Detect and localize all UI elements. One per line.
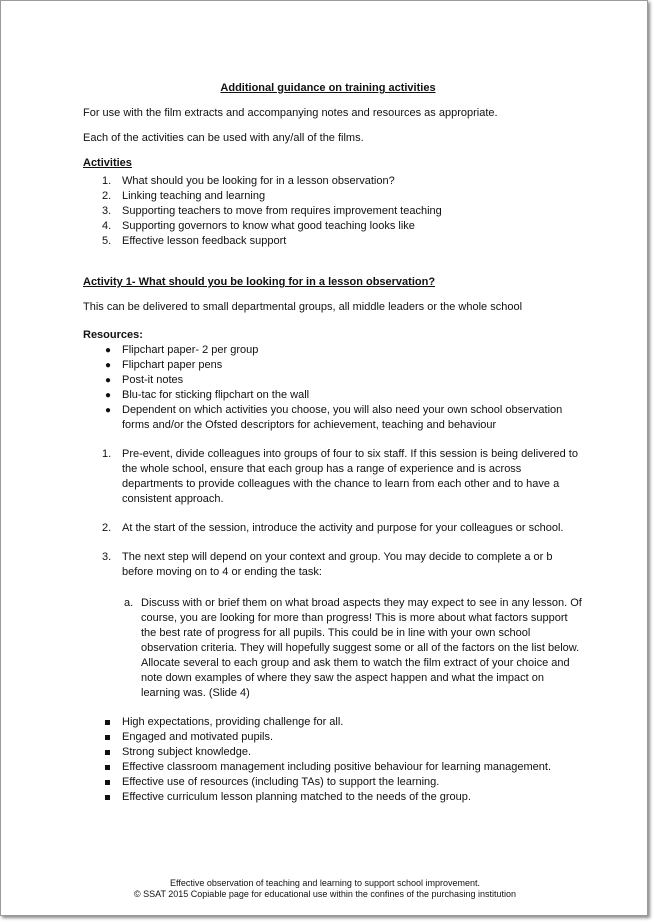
list-item [83,373,583,388]
item-text: Flipchart paper pens [122,359,223,371]
activities-list [83,174,583,249]
item-number: 2. [102,522,112,534]
item-text: Pre-event, divide colleagues into groups of four to six staff. If this session is being delivered to the whole school, ensure that each group has a range of experience and is across departments to provide colleagues with the chance to learn from each other and to have a consistent approach. [122,448,578,505]
page-title: Additional guidance on training activities [220,82,436,94]
item-text: Blu-tac for sticking flipchart on the wall [122,389,310,401]
item-number: 5. [102,235,112,247]
list-item [83,790,583,805]
list-item [83,189,583,204]
resources-heading: Resources: [83,329,143,341]
activity1-heading: Activity 1- What should you be looking for in a lesson observation? [83,276,436,288]
bullet-icon: ● [105,405,112,416]
resources-list [83,343,583,433]
list-item [83,343,583,358]
list-item [83,745,583,760]
item-text: Strong subject knowledge. [122,746,252,758]
list-item [83,403,583,433]
activity1-intro: This can be delivered to small departmental groups, all middle leaders or the whole school [83,301,523,313]
list-item [83,760,583,775]
bullet-icon [105,750,110,755]
list-item [83,234,583,249]
item-text: High expectations, providing challenge for all. [122,716,344,728]
bullet-icon [105,780,110,785]
item-text: The next step will depend on your context and group. You may decide to complete a or b before moving on to 4 or ending the task: [122,551,553,578]
factors-list [83,715,583,805]
bullet-icon: ● [105,390,112,401]
item-text: At the start of the session, introduce the activity and purpose for your colleagues or school. [122,522,564,534]
page-content [83,81,583,805]
list-item [83,775,583,790]
list-item [83,715,583,730]
intro-paragraph-2: Each of the activities can be used with any/all of the films. [83,132,364,144]
item-number: 3. [102,551,112,563]
item-text: Supporting teachers to move from requires improvement teaching [122,205,442,217]
intro-paragraph-1: For use with the film extracts and accompanying notes and resources as appropriate. [83,107,498,119]
bullet-icon [105,765,110,770]
activities-heading: Activities [83,157,132,169]
item-text: Discuss with or brief them on what broad aspects they may expect to see in any lesson. Of course, you are looking for more than progress! This is more about what factors support the best rate of progress for all pupils. This could be in line with your own school observation criteria. They will hopefully suggest some or all of the factors on the list below. Allocate several to each group and ask them to watch the film extract of your choice and note down examples of where they saw the aspect happen and what the impact on learning was. (Slide 4) [141,597,582,699]
substep-a [83,596,583,701]
item-text: Engaged and motivated pupils. [122,731,274,743]
item-text: Dependent on which activities you choose, you will also need your own school observation forms and/or the Ofsted descriptors for achievement, teaching and behaviour [122,404,563,431]
list-item [83,358,583,373]
bullet-icon: ● [105,345,112,356]
item-text: What should you be looking for in a lesson observation? [122,175,395,187]
steps-list [83,447,583,580]
list-item [83,204,583,219]
list-item [83,730,583,745]
list-item [83,447,583,507]
footer-line-1: Effective observation of teaching and learning to support school improvement. [169,878,481,888]
item-number: 3. [102,205,112,217]
bullet-icon: ● [105,360,112,371]
bullet-icon [105,795,110,800]
list-item [83,219,583,234]
item-number: 4. [102,220,112,232]
list-item [83,174,583,189]
list-item [83,521,583,536]
bullet-icon [105,720,110,725]
bullet-icon: ● [105,375,112,386]
item-text: Effective lesson feedback support [122,235,287,247]
item-number: 1. [102,175,112,187]
item-text: Supporting governors to know what good teaching looks like [122,220,415,232]
footer-line-2: © SSAT 2015 Copiable page for educational use within the confines of the purchasing institution [133,889,517,899]
item-number: 2. [102,190,112,202]
page-footer [1,878,649,900]
item-number: a. [124,597,134,609]
bullet-icon [105,735,110,740]
item-text: Effective classroom management including positive behaviour for learning management. [122,761,552,773]
item-text: Linking teaching and learning [122,190,266,202]
item-number: 1. [102,448,112,460]
list-item [83,550,583,580]
item-text: Effective curriculum lesson planning matched to the needs of the group. [122,791,471,803]
item-text: Post-it notes [122,374,184,386]
item-text: Effective use of resources (including TAs) to support the learning. [122,776,440,788]
item-text: Flipchart paper- 2 per group [122,344,259,356]
list-item [83,388,583,403]
